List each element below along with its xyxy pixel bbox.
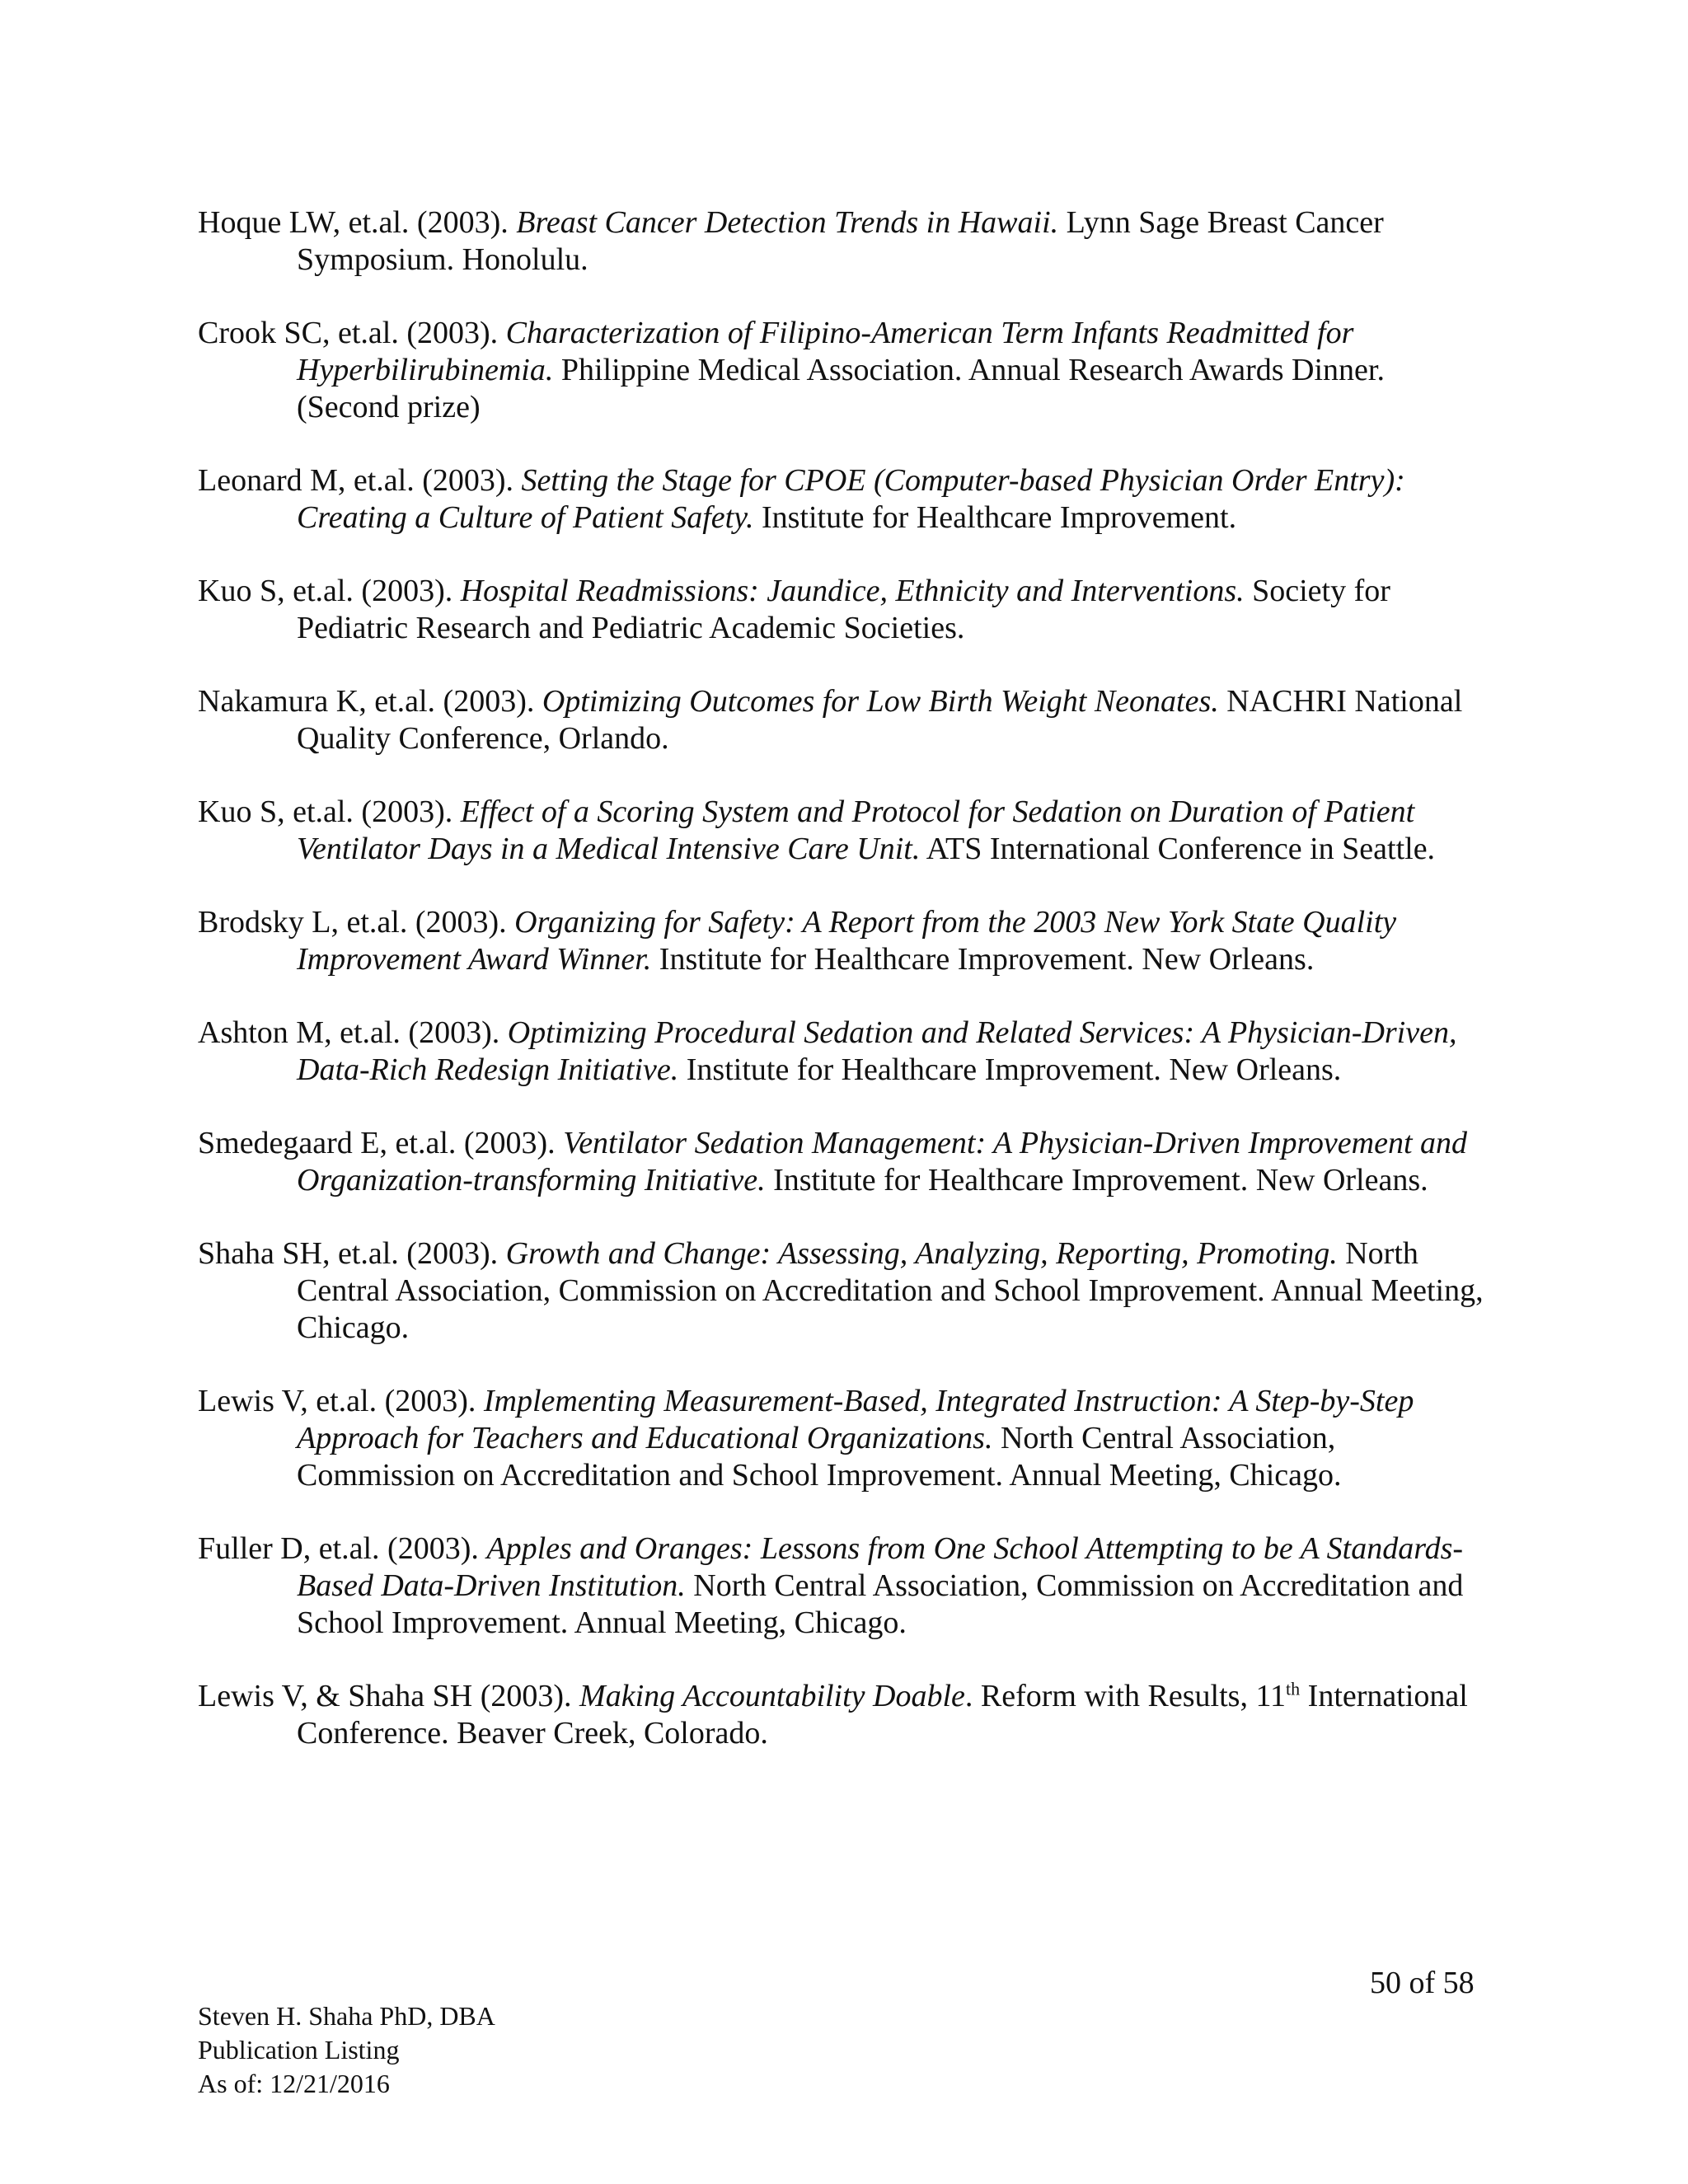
reference-authors: Ashton M, et.al. (2003). bbox=[198, 1015, 508, 1050]
reference-title: Ventilator Sedation Management: A Physician-Driven Improvement and Organization-transforming Initiative. bbox=[297, 1126, 1468, 1197]
reference-title: Growth and Change: Assessing, Analyzing, Reporting, Promoting. bbox=[505, 1236, 1338, 1271]
reference-venue: Society for Pediatric Research and Pediatric Academic Societies. bbox=[297, 574, 1390, 645]
reference-authors: Kuo S, et.al. (2003). bbox=[198, 574, 461, 608]
reference-entry bbox=[198, 315, 1484, 426]
reference-list bbox=[198, 204, 1484, 1788]
reference-entry bbox=[198, 204, 1484, 279]
reference-authors: Lewis V, et.al. (2003). bbox=[198, 1384, 484, 1418]
reference-title: Organizing for Safety: A Report from the 2003 New York State Quality Improvement Award Winner. bbox=[297, 905, 1397, 977]
reference-venue: Institute for Healthcare Improvement. bbox=[753, 500, 1237, 535]
reference-authors: Leonard M, et.al. (2003). bbox=[198, 463, 522, 498]
reference-title: Characterization of Filipino-American Term Infants Readmitted for Hyperbilirubinemia. bbox=[297, 316, 1354, 387]
reference-authors: Nakamura K, et.al. (2003). bbox=[198, 684, 542, 719]
footer-author-name: Steven H. Shaha PhD, DBA bbox=[198, 2001, 495, 2031]
reference-venue: Institute for Healthcare Improvement. New Orleans. bbox=[678, 1052, 1342, 1087]
reference-authors: Kuo S, et.al. (2003). bbox=[198, 794, 461, 829]
reference-venue: Lynn Sage Breast Cancer Symposium. Honolulu. bbox=[297, 205, 1384, 277]
footer-document-title: Publication Listing bbox=[198, 2035, 400, 2064]
reference-authors: Brodsky L, et.al. (2003). bbox=[198, 905, 515, 940]
reference-entry bbox=[198, 904, 1484, 978]
reference-entry bbox=[198, 462, 1484, 537]
reference-venue: NACHRI National Quality Conference, Orlando. bbox=[297, 684, 1463, 756]
reference-title: Effect of a Scoring System and Protocol for Sedation on Duration of Patient Ventilator Days in a Medical Intensive Care Unit. bbox=[297, 794, 1415, 866]
reference-title: Apples and Oranges: Lessons from One School Attempting to be A Standards-Based Data-Driven Institution. bbox=[297, 1531, 1464, 1603]
reference-venue: Institute for Healthcare Improvement. New Orleans. bbox=[765, 1163, 1428, 1197]
reference-entry bbox=[198, 1383, 1484, 1494]
reference-authors: Lewis V, & Shaha SH (2003). bbox=[198, 1679, 580, 1713]
reference-entry bbox=[198, 1125, 1484, 1199]
reference-title: Setting the Stage for CPOE (Computer-based Physician Order Entry): Creating a Culture of Patient Safety. bbox=[297, 463, 1405, 535]
reference-entry bbox=[198, 794, 1484, 868]
reference-entry bbox=[198, 1530, 1484, 1642]
reference-entry bbox=[198, 573, 1484, 647]
reference-authors: Crook SC, et.al. (2003). bbox=[198, 316, 506, 350]
footer-as-of-date: As of: 12/21/2016 bbox=[198, 2069, 390, 2098]
reference-title: Optimizing Procedural Sedation and Related Services: A Physician-Driven, Data-Rich Redesign Initiative. bbox=[297, 1015, 1457, 1087]
reference-title: Making Accountability Doable bbox=[579, 1679, 965, 1713]
reference-title: Optimizing Outcomes for Low Birth Weight Neonates. bbox=[542, 684, 1219, 719]
reference-venue: Philippine Medical Association. Annual Research Awards Dinner. (Second prize) bbox=[297, 353, 1385, 424]
reference-authors: Shaha SH, et.al. (2003). bbox=[198, 1236, 506, 1271]
ordinal-superscript: th bbox=[1286, 1678, 1301, 1699]
reference-entry bbox=[198, 1015, 1484, 1089]
reference-venue: ATS International Conference in Seattle. bbox=[920, 832, 1436, 866]
reference-entry bbox=[198, 683, 1484, 757]
reference-authors: Smedegaard E, et.al. (2003). bbox=[198, 1126, 564, 1160]
page-footer bbox=[198, 1999, 495, 2101]
reference-authors: Fuller D, et.al. (2003). bbox=[198, 1531, 487, 1566]
reference-venue: North Central Association, Commission on Accreditation and School Improvement. Annual Meeting, Chicago. bbox=[297, 1236, 1484, 1345]
reference-venue-continued: International Conference. Beaver Creek, Colorado. bbox=[297, 1679, 1468, 1750]
reference-title: Hospital Readmissions: Jaundice, Ethnicity and Interventions. bbox=[460, 574, 1245, 608]
page-number: 50 of 58 bbox=[1370, 1966, 1475, 2000]
reference-venue: Institute for Healthcare Improvement. New Orleans. bbox=[651, 942, 1315, 977]
reference-title: Implementing Measurement-Based, Integrated Instruction: A Step-by-Step Approach for Teachers and Educational Organizations. bbox=[297, 1384, 1414, 1455]
reference-entry bbox=[198, 1235, 1484, 1347]
reference-authors: Hoque LW, et.al. (2003). bbox=[198, 205, 517, 240]
reference-title: Breast Cancer Detection Trends in Hawaii. bbox=[516, 205, 1059, 240]
reference-venue: North Central Association, Commission on Accreditation and School Improvement. Annual Meeting, Chicago. bbox=[297, 1421, 1342, 1493]
reference-entry bbox=[198, 1678, 1484, 1752]
reference-venue: North Central Association, Commission on Accreditation and School Improvement. Annual Meeting, Chicago. bbox=[297, 1568, 1464, 1640]
reference-venue: . Reform with Results, 11 bbox=[964, 1679, 1287, 1713]
